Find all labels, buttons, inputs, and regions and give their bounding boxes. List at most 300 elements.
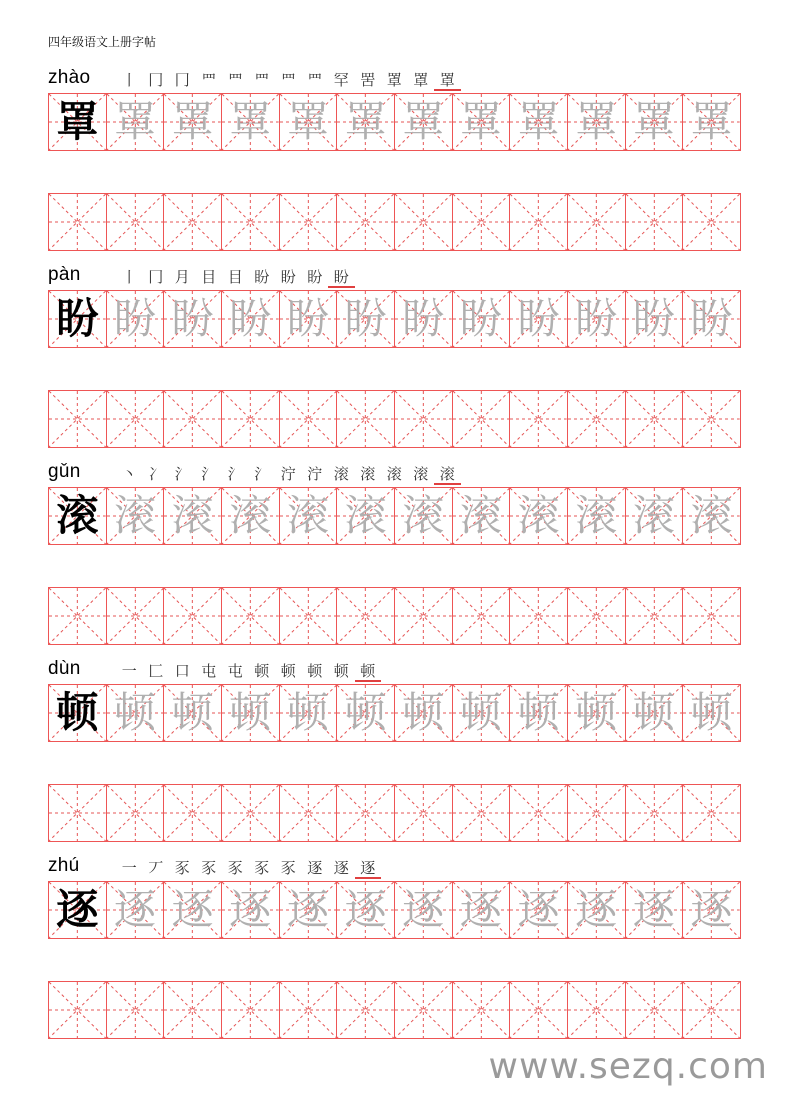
stroke-step: 一 <box>121 858 137 877</box>
trace-cell[interactable] <box>279 93 338 151</box>
trace-character: 顿 <box>575 688 618 737</box>
cell-guide-lines <box>395 194 452 250</box>
trace-cell[interactable] <box>509 684 568 742</box>
trace-character: 盼 <box>459 294 502 343</box>
trace-cell[interactable] <box>394 487 453 545</box>
tracing-row <box>48 487 752 545</box>
trace-character: 逐 <box>517 885 560 934</box>
tracing-row <box>48 684 752 742</box>
trace-cell[interactable] <box>279 487 338 545</box>
trace-character: 逐 <box>575 885 618 934</box>
cell-guide-lines <box>337 785 394 841</box>
blank-practice-row <box>48 587 752 645</box>
trace-character: 盼 <box>402 294 445 343</box>
trace-character: 逐 <box>402 885 445 934</box>
trace-cell[interactable] <box>452 881 511 939</box>
blank-cell[interactable] <box>682 981 741 1039</box>
model-character: 盼 <box>56 294 99 343</box>
model-character: 滚 <box>56 491 99 540</box>
blank-practice-row <box>48 981 752 1039</box>
stroke-step: 罩 <box>413 70 429 89</box>
pinyin-label: zhào <box>48 67 91 88</box>
trace-character: 顿 <box>632 688 675 737</box>
trace-character: 罩 <box>344 97 387 146</box>
cell-guide-lines <box>568 391 625 447</box>
blank-cell[interactable] <box>452 981 511 1039</box>
pinyin-label: pàn <box>48 264 81 285</box>
blank-cell[interactable] <box>48 193 107 251</box>
model-cell[interactable] <box>48 881 107 939</box>
cell-guide-lines <box>626 785 683 841</box>
stroke-step: 罒 <box>201 70 217 89</box>
trace-character: 滚 <box>575 491 618 540</box>
pinyin-row <box>48 851 752 881</box>
blank-cell[interactable] <box>221 784 280 842</box>
blank-cell[interactable] <box>336 784 395 842</box>
stroke-step: 顿 <box>333 661 349 680</box>
trace-character: 滚 <box>690 491 733 540</box>
cell-guide-lines <box>568 588 625 644</box>
stroke-step: 罩 <box>386 70 402 89</box>
blank-cell[interactable] <box>625 390 684 448</box>
cell-guide-lines <box>280 391 337 447</box>
blank-cell[interactable] <box>48 390 107 448</box>
stroke-order <box>116 69 461 91</box>
trace-character: 罩 <box>402 97 445 146</box>
blank-cell[interactable] <box>279 981 338 1039</box>
blank-cell[interactable] <box>48 981 107 1039</box>
blank-cell[interactable] <box>336 390 395 448</box>
cell-guide-lines <box>395 588 452 644</box>
tracing-row <box>48 290 752 348</box>
trace-character: 罩 <box>690 97 733 146</box>
cell-guide-lines <box>626 391 683 447</box>
stroke-step: 滚 <box>386 464 402 483</box>
trace-cell[interactable] <box>279 881 338 939</box>
stroke-step: 冂 <box>148 70 164 89</box>
trace-character: 顿 <box>459 688 502 737</box>
trace-cell[interactable] <box>394 93 453 151</box>
stroke-step: 丆 <box>148 858 164 877</box>
trace-cell[interactable] <box>567 684 626 742</box>
cell-guide-lines <box>164 982 221 1038</box>
blank-cell[interactable] <box>625 784 684 842</box>
cell-guide-lines <box>683 785 740 841</box>
blank-cell[interactable] <box>279 784 338 842</box>
trace-cell[interactable] <box>279 684 338 742</box>
trace-cell[interactable] <box>106 93 165 151</box>
blank-cell[interactable] <box>394 193 453 251</box>
trace-cell[interactable] <box>336 684 395 742</box>
trace-character: 顿 <box>344 688 387 737</box>
trace-cell[interactable] <box>682 487 741 545</box>
cell-guide-lines <box>222 785 279 841</box>
stroke-step: 顿 <box>254 661 270 680</box>
stroke-step: 氵 <box>227 464 243 483</box>
character-section <box>48 851 752 1039</box>
model-character: 逐 <box>56 885 99 934</box>
blank-cell[interactable] <box>48 784 107 842</box>
cell-guide-lines <box>280 982 337 1038</box>
cell-guide-lines <box>510 588 567 644</box>
trace-cell[interactable] <box>567 881 626 939</box>
cell-guide-lines <box>626 588 683 644</box>
blank-cell[interactable] <box>567 981 626 1039</box>
trace-cell[interactable] <box>221 290 280 348</box>
trace-character: 顿 <box>286 688 329 737</box>
cell-guide-lines <box>453 391 510 447</box>
blank-cell[interactable] <box>221 193 280 251</box>
cell-guide-lines <box>337 982 394 1038</box>
model-cell[interactable] <box>48 684 107 742</box>
character-section <box>48 457 752 645</box>
cell-guide-lines <box>49 588 106 644</box>
trace-cell[interactable] <box>163 93 222 151</box>
stroke-step: 盼 <box>280 267 296 286</box>
stroke-step: 罒 <box>254 70 270 89</box>
stroke-step: 罒 <box>307 70 323 89</box>
blank-cell[interactable] <box>279 390 338 448</box>
cell-guide-lines <box>510 785 567 841</box>
trace-cell[interactable] <box>163 881 222 939</box>
stroke-step: 泞 <box>307 464 323 483</box>
stroke-step: 豕 <box>280 858 296 877</box>
stroke-step: 丶 <box>121 464 137 483</box>
blank-cell[interactable] <box>509 193 568 251</box>
pinyin-row <box>48 260 752 290</box>
blank-cell[interactable] <box>163 193 222 251</box>
stroke-step: 滚 <box>434 463 461 485</box>
stroke-step: 盼 <box>307 267 323 286</box>
blank-cell[interactable] <box>394 390 453 448</box>
model-cell[interactable] <box>48 487 107 545</box>
trace-cell[interactable] <box>336 93 395 151</box>
blank-cell[interactable] <box>509 784 568 842</box>
cell-guide-lines <box>395 391 452 447</box>
stroke-step: 罒 <box>227 70 243 89</box>
cell-guide-lines <box>49 194 106 250</box>
stroke-step: 顿 <box>307 661 323 680</box>
stroke-step: 冫 <box>148 464 164 483</box>
trace-cell[interactable] <box>509 487 568 545</box>
trace-cell[interactable] <box>163 487 222 545</box>
trace-character: 滚 <box>286 491 329 540</box>
cell-guide-lines <box>626 982 683 1038</box>
trace-character: 逐 <box>229 885 272 934</box>
blank-cell[interactable] <box>567 193 626 251</box>
blank-cell[interactable] <box>279 193 338 251</box>
blank-cell[interactable] <box>221 587 280 645</box>
stroke-step: 目 <box>201 267 217 286</box>
stroke-order <box>116 857 381 879</box>
model-character: 顿 <box>56 688 99 737</box>
cell-guide-lines <box>453 588 510 644</box>
trace-cell[interactable] <box>509 93 568 151</box>
trace-cell[interactable] <box>567 487 626 545</box>
blank-cell[interactable] <box>509 587 568 645</box>
stroke-step: 罕 <box>333 70 349 89</box>
cell-guide-lines <box>510 391 567 447</box>
stroke-step: 冂 <box>148 267 164 286</box>
trace-character: 盼 <box>286 294 329 343</box>
trace-character: 盼 <box>632 294 675 343</box>
stroke-step: 屯 <box>201 661 217 680</box>
blank-cell[interactable] <box>625 587 684 645</box>
trace-cell[interactable] <box>452 93 511 151</box>
trace-character: 滚 <box>517 491 560 540</box>
blank-cell[interactable] <box>221 981 280 1039</box>
trace-character: 逐 <box>690 885 733 934</box>
trace-character: 逐 <box>459 885 502 934</box>
stroke-order <box>116 266 355 288</box>
trace-cell[interactable] <box>567 93 626 151</box>
trace-cell[interactable] <box>394 881 453 939</box>
blank-cell[interactable] <box>106 193 165 251</box>
cell-guide-lines <box>164 391 221 447</box>
trace-cell[interactable] <box>221 93 280 151</box>
blank-cell[interactable] <box>682 784 741 842</box>
trace-cell[interactable] <box>106 487 165 545</box>
trace-character: 顿 <box>229 688 272 737</box>
cell-guide-lines <box>683 194 740 250</box>
trace-cell[interactable] <box>279 290 338 348</box>
cell-guide-lines <box>453 194 510 250</box>
blank-cell[interactable] <box>336 981 395 1039</box>
trace-character: 盼 <box>229 294 272 343</box>
trace-cell[interactable] <box>221 684 280 742</box>
stroke-step: 冂 <box>174 70 190 89</box>
stroke-order <box>116 660 381 682</box>
trace-character: 顿 <box>171 688 214 737</box>
blank-cell[interactable] <box>221 390 280 448</box>
blank-cell[interactable] <box>336 193 395 251</box>
trace-character: 罩 <box>171 97 214 146</box>
pinyin-row <box>48 457 752 487</box>
stroke-step: 滚 <box>333 464 349 483</box>
trace-character: 顿 <box>113 688 156 737</box>
trace-cell[interactable] <box>394 290 453 348</box>
model-character: 罩 <box>56 97 99 146</box>
blank-cell[interactable] <box>567 784 626 842</box>
tracing-row <box>48 881 752 939</box>
cell-guide-lines <box>49 785 106 841</box>
blank-cell[interactable] <box>452 193 511 251</box>
trace-cell[interactable] <box>221 881 280 939</box>
trace-character: 逐 <box>286 885 329 934</box>
trace-cell[interactable] <box>452 684 511 742</box>
trace-character: 盼 <box>517 294 560 343</box>
page-title: 四年级语文上册字帖 <box>48 35 157 49</box>
trace-character: 滚 <box>171 491 214 540</box>
trace-character: 滚 <box>459 491 502 540</box>
blank-cell[interactable] <box>336 587 395 645</box>
stroke-step: 氵 <box>174 464 190 483</box>
stroke-step: 罒 <box>280 70 296 89</box>
cell-guide-lines <box>280 194 337 250</box>
trace-cell[interactable] <box>509 290 568 348</box>
blank-cell[interactable] <box>625 193 684 251</box>
stroke-step: 丨 <box>121 267 137 286</box>
blank-cell[interactable] <box>509 390 568 448</box>
trace-cell[interactable] <box>452 487 511 545</box>
trace-character: 盼 <box>690 294 733 343</box>
trace-cell[interactable] <box>452 290 511 348</box>
blank-practice-row <box>48 193 752 251</box>
cell-guide-lines <box>453 982 510 1038</box>
blank-cell[interactable] <box>394 981 453 1039</box>
trace-cell[interactable] <box>394 684 453 742</box>
blank-cell[interactable] <box>106 390 165 448</box>
character-section <box>48 654 752 842</box>
trace-cell[interactable] <box>336 487 395 545</box>
blank-cell[interactable] <box>279 587 338 645</box>
trace-character: 逐 <box>171 885 214 934</box>
stroke-step: 泞 <box>280 464 296 483</box>
trace-cell[interactable] <box>567 290 626 348</box>
blank-cell[interactable] <box>106 587 165 645</box>
cell-guide-lines <box>222 588 279 644</box>
trace-cell[interactable] <box>625 290 684 348</box>
blank-cell[interactable] <box>106 981 165 1039</box>
cell-guide-lines <box>337 194 394 250</box>
stroke-step: 豕 <box>174 858 190 877</box>
cell-guide-lines <box>222 194 279 250</box>
trace-character: 滚 <box>344 491 387 540</box>
blank-cell[interactable] <box>394 784 453 842</box>
pinyin-label: gǔn <box>48 461 81 482</box>
trace-cell[interactable] <box>625 881 684 939</box>
trace-character: 滚 <box>113 491 156 540</box>
blank-cell[interactable] <box>682 193 741 251</box>
blank-cell[interactable] <box>394 587 453 645</box>
stroke-step: 豕 <box>254 858 270 877</box>
trace-cell[interactable] <box>106 881 165 939</box>
model-cell[interactable] <box>48 93 107 151</box>
cell-guide-lines <box>510 982 567 1038</box>
stroke-step: 逐 <box>307 858 323 877</box>
trace-character: 盼 <box>344 294 387 343</box>
trace-character: 罩 <box>575 97 618 146</box>
stroke-step: 滚 <box>360 464 376 483</box>
stroke-step: 豕 <box>227 858 243 877</box>
cell-guide-lines <box>683 391 740 447</box>
blank-cell[interactable] <box>682 587 741 645</box>
stroke-step: 豕 <box>201 858 217 877</box>
trace-cell[interactable] <box>682 881 741 939</box>
stroke-order <box>116 463 461 485</box>
trace-character: 盼 <box>113 294 156 343</box>
trace-character: 滚 <box>632 491 675 540</box>
blank-cell[interactable] <box>567 390 626 448</box>
trace-character: 顿 <box>690 688 733 737</box>
blank-cell[interactable] <box>452 390 511 448</box>
blank-cell[interactable] <box>509 981 568 1039</box>
cell-guide-lines <box>337 391 394 447</box>
blank-cell[interactable] <box>452 784 511 842</box>
trace-character: 逐 <box>632 885 675 934</box>
trace-character: 逐 <box>113 885 156 934</box>
cell-guide-lines <box>568 982 625 1038</box>
trace-character: 顿 <box>402 688 445 737</box>
blank-cell[interactable] <box>567 587 626 645</box>
trace-cell[interactable] <box>336 290 395 348</box>
stroke-step: 匚 <box>148 661 164 680</box>
trace-cell[interactable] <box>336 881 395 939</box>
stroke-step: 逐 <box>333 858 349 877</box>
stroke-step: 罩 <box>434 69 461 91</box>
stroke-step: 盼 <box>328 266 355 288</box>
blank-cell[interactable] <box>452 587 511 645</box>
blank-cell[interactable] <box>163 390 222 448</box>
blank-cell[interactable] <box>682 390 741 448</box>
blank-practice-row <box>48 784 752 842</box>
cell-guide-lines <box>280 785 337 841</box>
trace-character: 顿 <box>517 688 560 737</box>
trace-character: 滚 <box>402 491 445 540</box>
trace-cell[interactable] <box>106 684 165 742</box>
trace-cell[interactable] <box>163 684 222 742</box>
cell-guide-lines <box>107 982 164 1038</box>
cell-guide-lines <box>395 785 452 841</box>
trace-character: 罩 <box>113 97 156 146</box>
trace-character: 盼 <box>575 294 618 343</box>
trace-cell[interactable] <box>106 290 165 348</box>
trace-character: 罩 <box>229 97 272 146</box>
blank-cell[interactable] <box>106 784 165 842</box>
trace-character: 罩 <box>632 97 675 146</box>
trace-cell[interactable] <box>221 487 280 545</box>
trace-cell[interactable] <box>509 881 568 939</box>
stroke-step: 氵 <box>254 464 270 483</box>
cell-guide-lines <box>222 982 279 1038</box>
cell-guide-lines <box>107 588 164 644</box>
cell-guide-lines <box>49 391 106 447</box>
trace-cell[interactable] <box>682 290 741 348</box>
cell-guide-lines <box>222 391 279 447</box>
cell-guide-lines <box>280 588 337 644</box>
pinyin-label: dùn <box>48 658 81 679</box>
tracing-row <box>48 93 752 151</box>
trace-cell[interactable] <box>625 684 684 742</box>
trace-cell[interactable] <box>682 684 741 742</box>
blank-cell[interactable] <box>163 981 222 1039</box>
cell-guide-lines <box>683 588 740 644</box>
stroke-step: 罟 <box>360 70 376 89</box>
trace-cell[interactable] <box>163 290 222 348</box>
trace-cell[interactable] <box>625 487 684 545</box>
stroke-step: 口 <box>174 661 190 680</box>
character-section <box>48 63 752 251</box>
blank-cell[interactable] <box>163 587 222 645</box>
cell-guide-lines <box>453 785 510 841</box>
trace-character: 盼 <box>171 294 214 343</box>
trace-character: 罩 <box>517 97 560 146</box>
cell-guide-lines <box>568 785 625 841</box>
stroke-step: 盼 <box>254 267 270 286</box>
stroke-step: 滚 <box>413 464 429 483</box>
blank-cell[interactable] <box>163 784 222 842</box>
blank-cell[interactable] <box>625 981 684 1039</box>
trace-character: 罩 <box>459 97 502 146</box>
trace-cell[interactable] <box>682 93 741 151</box>
character-section <box>48 260 752 448</box>
cell-guide-lines <box>164 785 221 841</box>
pinyin-label: zhú <box>48 855 80 876</box>
trace-cell[interactable] <box>625 93 684 151</box>
blank-cell[interactable] <box>48 587 107 645</box>
cell-guide-lines <box>164 194 221 250</box>
model-cell[interactable] <box>48 290 107 348</box>
